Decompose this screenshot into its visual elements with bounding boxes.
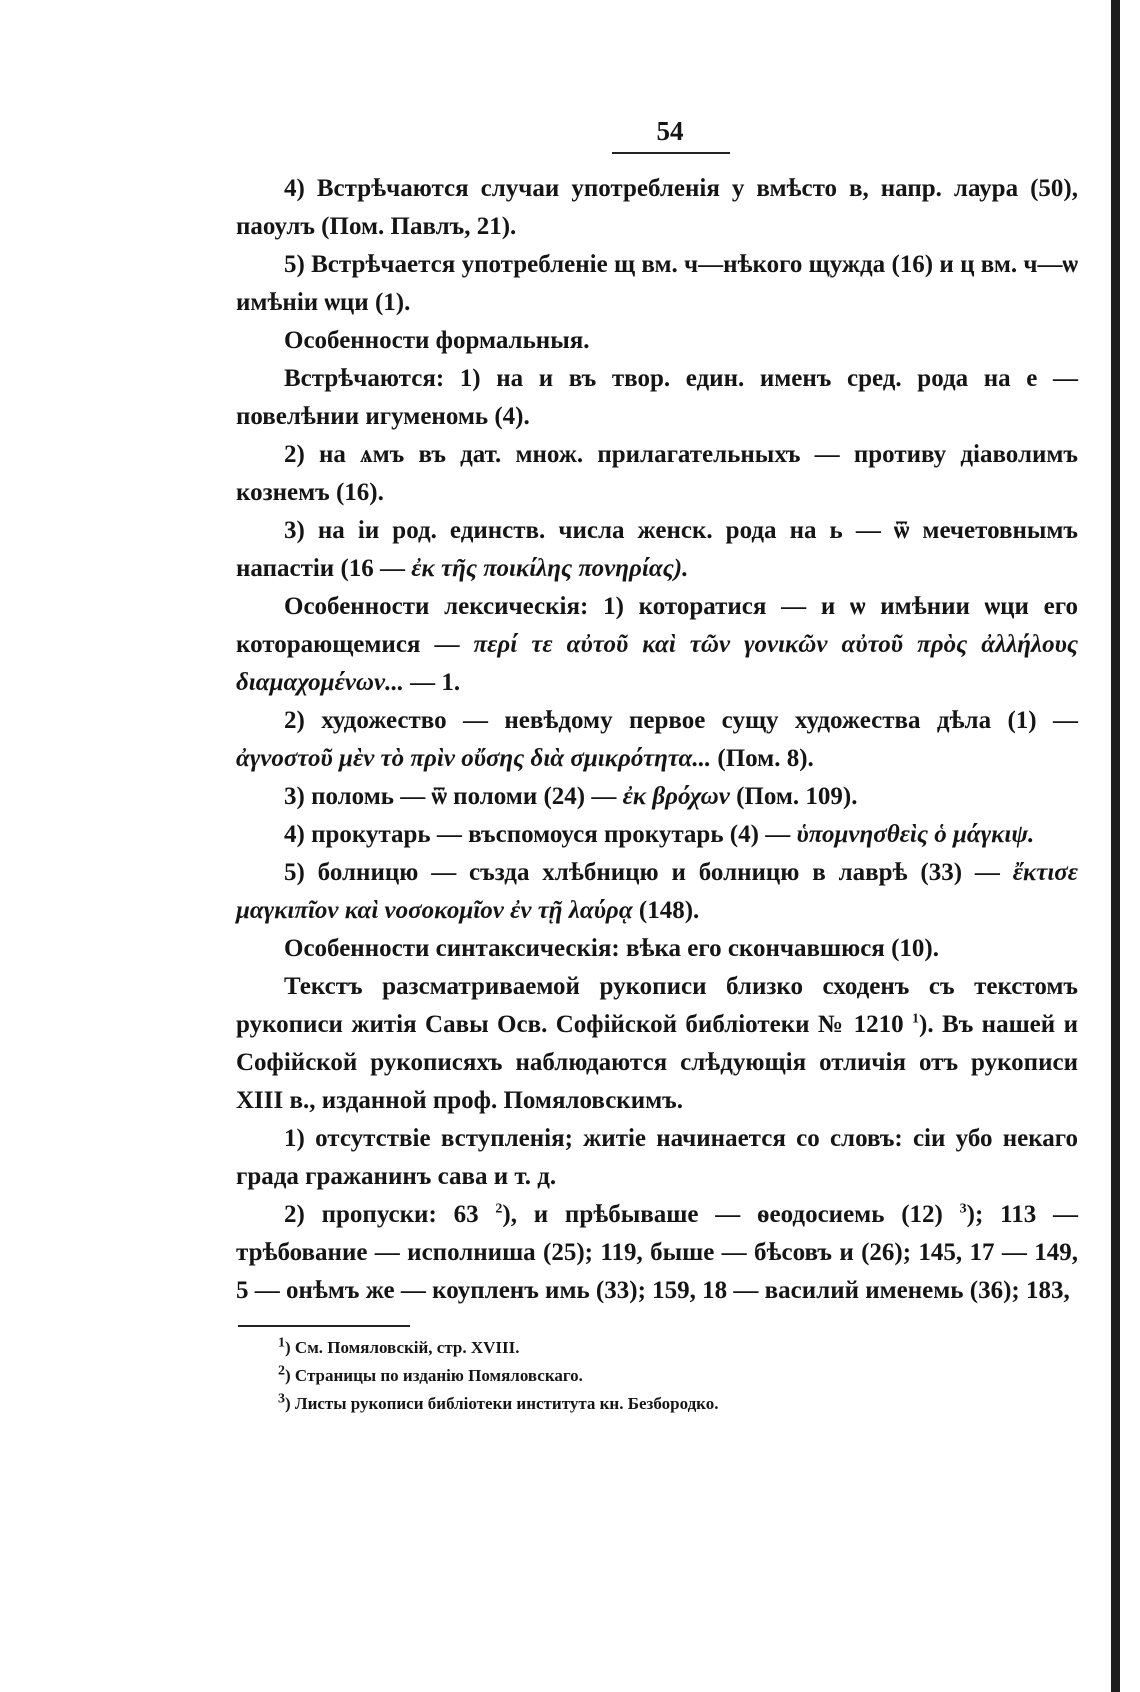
footnote-2: $^2$) Страницы по изданію Помяловскаго. xyxy=(278,1363,583,1385)
paragraph-11: Особенности синтаксическія: вѣка его скончавшюся (10). xyxy=(284,935,939,962)
paragraph-6: Особенности лексическія: 1) которатися — и ѡ имѣнии ѡци его которающемися — περί τε αὐτοῦ καὶ τῶν γονικῶν αὐτοῦ πρὸς ἀλλήλους διαμαχομένων... — 1. xyxy=(236,593,1079,696)
footnote-ref-3: 3 xyxy=(959,1201,967,1217)
page-number: 54 xyxy=(656,116,684,146)
main-text xyxy=(236,170,1078,1310)
greek-quote: ἐκ τῆς ποικίλης πονηρίας). xyxy=(411,555,689,582)
greek-quote: ἀγνοστοῦ μὲν τὸ πρὶν οὔσης διὰ σμικρότητα... xyxy=(236,745,712,772)
paragraph-13: 1) отсутствіе вступленія; житіе начинается со словъ: сіи убо некаго града гражанинъ сава и т. д. xyxy=(236,1125,1078,1190)
footnotes xyxy=(278,1334,1038,1418)
section-heading-formal: Особенности формальныя. xyxy=(284,327,590,354)
paragraph-14: 2) пропуски: 63 $^2$), и прѣбываше — ѳеодосиемь (12) $^3$); 113 — трѣбование — исполниша (25); 119, быше — бѣсовъ и (26); 145, 17 — 149, 5 — онѣмъ же — коупленъ имь (33); 159, 18 — василий именемь (36); 183, xyxy=(236,1201,1079,1304)
paragraph-9: 4) прокутарь — въспомоуся прокутарь (4) — ὑπομνησθεὶς ὁ μάγκιψ. xyxy=(284,821,1035,848)
greek-quote: περί τε αὐτοῦ καὶ τῶν γονικῶν αὐτοῦ πρὸς ἀλλήλους διαμαχομένων... xyxy=(236,631,1079,696)
page-edge-border xyxy=(1111,0,1120,1692)
footnote-ref-2: 2 xyxy=(495,1201,503,1217)
paragraph-2: 5) Встрѣчается употребленіе щ вм. ч—нѣкого щужда (16) и ц вм. ч—ѡ имѣніи ѡци (1). xyxy=(236,251,1078,316)
paragraph-12: Текстъ разсматриваемой рукописи близко сходенъ съ текстомъ рукописи житія Савы Осв. Софійской библіотеки № 1210 $^1$). Въ нашей и Софійской рукописяхъ наблюдаются слѣдующія отличія отъ рукописи XIII в., изданной проф. Помяловскимъ. xyxy=(236,973,1078,1114)
page-number-rule xyxy=(612,152,730,154)
footnote-rule xyxy=(238,1325,410,1327)
greek-quote: ὑπομνησθεὶς ὁ μάγκιψ. xyxy=(796,821,1035,848)
greek-quote: ἔκτισε μαγκιπῖον καὶ νοσοκομῖον ἐν τῇ λαύρᾳ xyxy=(236,859,1078,924)
greek-quote: ἐκ βρόχων xyxy=(622,783,730,810)
footnote-3: $^3$) Листы рукописи библіотеки института кн. Безбородко. xyxy=(278,1391,719,1413)
paragraph-4: 2) на ѧмъ въ дат. множ. прилагательныхъ — противу діаволимъ кознемъ (16). xyxy=(236,441,1078,506)
paragraph-7: 2) художество — невѣдому первое сущу художества дѣла (1) — ἀγνοστοῦ μὲν τὸ πρὶν οὔσης διὰ σμικρότητα... (Пом. 8). xyxy=(236,707,1078,772)
footnote-1: $^1$) См. Помяловскій, стр. XVIII. xyxy=(278,1335,520,1357)
paragraph-10: 5) болницю — създа хлѣбницю и болницю в лаврѣ (33) — ἔκτισε μαγκιπῖον καὶ νοσοκομῖον ἐν τῇ λαύρᾳ (148). xyxy=(236,859,1078,924)
paragraph-5: 3) на іи род. единств. числа женск. рода на ь — ѿ мечетовнымъ напастіи (16 — ἐκ τῆς ποικίλης πονηρίας). xyxy=(236,517,1078,582)
paragraph-1: 4) Встрѣчаются случаи употребленія у вмѣсто в, напр. лаура (50), паоулъ (Пом. Павлъ, 21). xyxy=(236,175,1078,240)
paragraph-3: Встрѣчаются: 1) на и въ твор. един. именъ сред. рода на е — повелѣнии игуменомь (4). xyxy=(236,365,1078,430)
footnote-ref-1: 1 xyxy=(912,1011,920,1027)
paragraph-8: 3) поломь — ѿ поломи (24) — ἐκ βρόχων (Пом. 109). xyxy=(284,783,858,810)
